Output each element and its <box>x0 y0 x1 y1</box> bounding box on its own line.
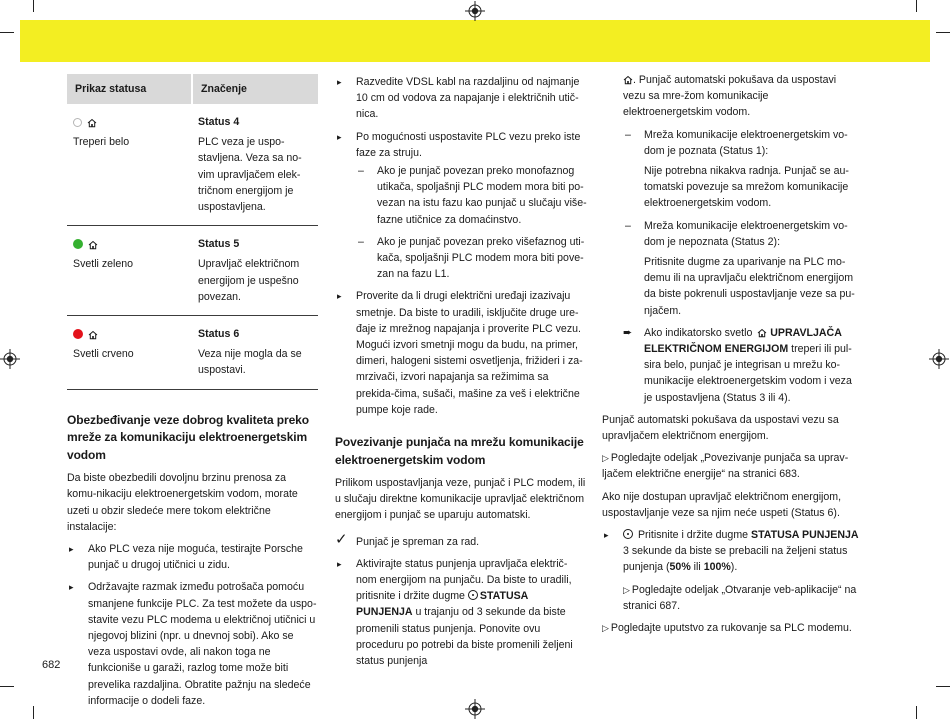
meaning-cell <box>192 226 318 316</box>
crop-mark <box>33 706 34 719</box>
table-header-display: Prikaz statusa <box>67 74 192 104</box>
check-icon: ✓ <box>335 530 348 548</box>
status-title: Status 5 <box>198 238 240 251</box>
registration-mark-icon <box>465 1 485 21</box>
indicator-cell <box>67 316 192 390</box>
page-number: 682 <box>42 659 61 671</box>
column-right <box>602 72 860 642</box>
step-text: . Punjač automatski pokušava da uspostavi vezu sa mre-žom komunikacije elektroenergetskim vodom. <box>623 74 837 119</box>
sublist-item: – Ako je punjač povezan preko monofaznog utikača, spoljašnji PLC modem mora biti po-vezan na istu fazu kao punjač u slučaju više-fazne utičnice za domaćinstvo. <box>356 163 587 228</box>
status-title: Status 6 <box>198 328 240 341</box>
crop-mark <box>0 32 14 33</box>
result-text: Ako indikatorsko svetlo <box>644 326 756 339</box>
list-item: ▸ Razvedite VDSL kabl na razdaljinu od najmanje 10 cm od vodova za napajanje i električnih utič-nica. <box>335 74 587 123</box>
status-title: Status 4 <box>198 116 240 128</box>
indicator-label: Svetli crveno <box>73 348 134 361</box>
registration-mark-icon <box>0 349 20 369</box>
green-light-icon <box>73 239 83 249</box>
charge-value: 50% <box>669 561 691 574</box>
crop-mark <box>936 686 950 687</box>
crop-mark <box>0 686 14 687</box>
list-item <box>335 556 587 669</box>
sublist-item-title: – Mreža komunikacije elektroenergetskim vo-dom je nepoznata (Status 2): <box>644 219 848 248</box>
meaning-cell <box>192 104 318 226</box>
sublist-item-title: – Mreža komunikacije elektroenergetskim vo-dom je poznata (Status 1): <box>644 128 848 157</box>
section-heading: Povezivanje punjača na mrežu komunikacije elektroenergetskim vodom <box>335 435 584 467</box>
button-name: STATUSA PUNJENJA <box>751 529 859 542</box>
registration-mark-icon <box>465 699 485 719</box>
cross-reference[interactable] <box>602 450 860 482</box>
status-table <box>67 74 318 390</box>
step-text: ). <box>730 561 738 574</box>
column-left <box>67 74 318 715</box>
measures-list-continued <box>335 74 587 418</box>
sublist-item-text: Nije potrebna nikakva radnja. Punjač se au-tomatski povezuje sa mrežom komunikacije elektroenergetskim vodom. <box>644 165 849 210</box>
paragraph: Ako nije dostupan upravljač električnom energijom, uspostavljanje veze sa njim neće uspeti (Status 6). <box>602 490 842 519</box>
reference-triangle-icon: ▷ <box>602 453 609 464</box>
reference-text[interactable]: Pogledajte odeljak „Otvaranje veb-aplikacije“ na stranici 687. <box>623 583 857 612</box>
list-item-text: Po mogućnosti uspostavite PLC vezu preko iste faze za struju. <box>356 130 581 159</box>
charge-value: 100% <box>703 561 731 574</box>
status-text: Upravljač električnom energijom je uspešno povezan. <box>198 258 300 303</box>
header-banner <box>20 20 930 62</box>
result-text: treperi ili pul-sira belo, punjač je integrisan u mrežu ko-munikacije elektroenergetskim vodom i veza je uspostavljena (Status 3 ili 4). <box>644 343 852 404</box>
button-name: STATUSA PUNJENJA <box>356 590 528 619</box>
crop-mark <box>33 0 34 12</box>
table-header-meaning: Značenje <box>192 74 318 104</box>
list-item: ▸ Proverite da li drugi električni uređaji izazivaju smetnje. Da biste to uradili, isključite druge ure-đaje iz mrežnog napajanja i proverite PLC vezu. Mogući izvori smetnji mogu da budu, na primer, dimeri, halogeni sistemi osvetljenja, frižideri i za-mrzivači, izvori napajanja sa režimima sa prekida-čima, sušači, mašine za veš i električne pumpe koje rade. <box>335 288 587 418</box>
steps-list <box>335 556 587 669</box>
red-light-icon <box>73 329 83 339</box>
indicator-cell <box>67 226 192 316</box>
house-icon <box>757 328 767 338</box>
indicator-name: UPRAVLJAČA ELEKTRIČNOM ENERGIJOM <box>644 326 842 356</box>
house-icon <box>88 330 98 340</box>
sublist-item <box>623 127 860 212</box>
table-row <box>67 316 318 390</box>
pointing-arrow-icon: ➨ <box>623 326 633 339</box>
section-intro: Prilikom uspostavljanja veze, punjač i PLC modem, ili u slučaju direktne komunikacije upravljač električnom energijom i punjač se uparuju automatski. <box>335 477 586 522</box>
prerequisite <box>335 530 587 550</box>
list-item <box>602 527 860 614</box>
section-intro: Da biste obezbedili dovoljnu brzinu prenosa za komu-nikaciju elektroenergetskim vodom, morate uzeti u obzir sledeće mere tokom električne instalacije: <box>67 472 298 533</box>
sublist-item: – Ako je punjač povezan preko višefaznog uti-kača, spoljašnji PLC modem mora biti pove-zan na fazu L1. <box>356 234 587 283</box>
indicator-label: Svetli zeleno <box>73 258 134 271</box>
white-light-icon <box>73 118 82 127</box>
power-button-icon <box>623 529 633 539</box>
crop-mark <box>936 32 950 33</box>
reference-triangle-icon: ▷ <box>602 623 609 634</box>
status-text: PLC veza je uspo-stavljena. Veza sa no-vim upravljačem elek-tričnom energijom je uspostavljena. <box>198 136 302 214</box>
phase-sublist <box>356 163 587 282</box>
list-item <box>335 129 587 283</box>
crop-mark <box>916 706 917 719</box>
table-row <box>67 226 318 316</box>
prerequisite-text: Punjač je spreman za rad. <box>356 535 480 548</box>
status-text: Veza nije mogla da se uspostavi. <box>198 348 302 377</box>
step-text: ili <box>690 561 704 574</box>
indicator-label: Treperi belo <box>73 136 130 148</box>
measures-list <box>67 541 318 709</box>
sublist-item <box>623 218 860 319</box>
sublist-item-text: Pritisnite dugme za uparivanje na PLC mo-demu ili na upravljaču električnom energijom da biste pokrenuli uspostavljanje veze sa pu-njačem. <box>644 256 855 317</box>
column-middle <box>335 74 587 675</box>
step-text: u trajanju od 3 sekunde da biste promenili status punjenja. Ponovite ovu proceduru po potrebi da biste promenili željeni status punjenja <box>356 606 573 668</box>
reference-text[interactable]: Pogledajte odeljak „Povezivanje punjača sa uprav-ljačem električne energije“ na stranici 683. <box>602 452 849 481</box>
reference-triangle-icon: ▷ <box>623 584 630 595</box>
list-item: ▸ Ako PLC veza nije moguća, testirajte Porsche punjač u drugoj utičnici u zidu. <box>67 541 318 573</box>
step-continuation <box>602 72 860 121</box>
meaning-cell <box>192 316 318 390</box>
step-text: Pritisnite i držite dugme <box>635 529 751 542</box>
house-icon <box>87 118 97 128</box>
step-text: Aktivirajte status punjenja upravljača električ-nom energijom na punjaču. Da biste to uradili, pritisnite i držite dugme <box>356 557 572 603</box>
section-heading: Obezbeđivanje veze dobrog kvaliteta preko mreže za komunikaciju elektroenergetskim vodom <box>67 412 309 462</box>
indicator-cell <box>67 104 192 226</box>
power-button-icon <box>468 590 478 600</box>
crop-mark <box>916 0 917 12</box>
paragraph: Punjač automatski pokušava da uspostavi vezu sa upravljačem električnom energijom. <box>602 413 839 443</box>
result-item <box>623 325 860 406</box>
step-text: 3 sekunde da biste se prebacili na željeni status punjenja ( <box>623 545 848 574</box>
house-icon <box>88 240 98 250</box>
list-item: ▸ Održavajte razmak između potrošača pomoću smanjene funkcije PLC. Za test možete da uspo-stavite vezu PLC modema u električnoj utičnici u njegovoj blizini (npr. u dnevnoj sobi). Ako se veza uspostavi ovde, ali nakon toga ne funkcioniše u garaži, razlog tome može biti prevelika razdaljina. Obratite pažnju na sledeće informacije o dodeli faze. <box>67 579 318 709</box>
house-icon <box>623 75 633 85</box>
cross-reference[interactable] <box>623 582 860 614</box>
network-sublist <box>623 127 860 319</box>
table-row <box>67 104 318 226</box>
steps-list <box>602 527 860 614</box>
reference-text[interactable]: Pogledajte uputstvo za rukovanje sa PLC modemu. <box>610 622 852 635</box>
cross-reference[interactable] <box>602 620 860 636</box>
registration-mark-icon <box>929 349 949 369</box>
